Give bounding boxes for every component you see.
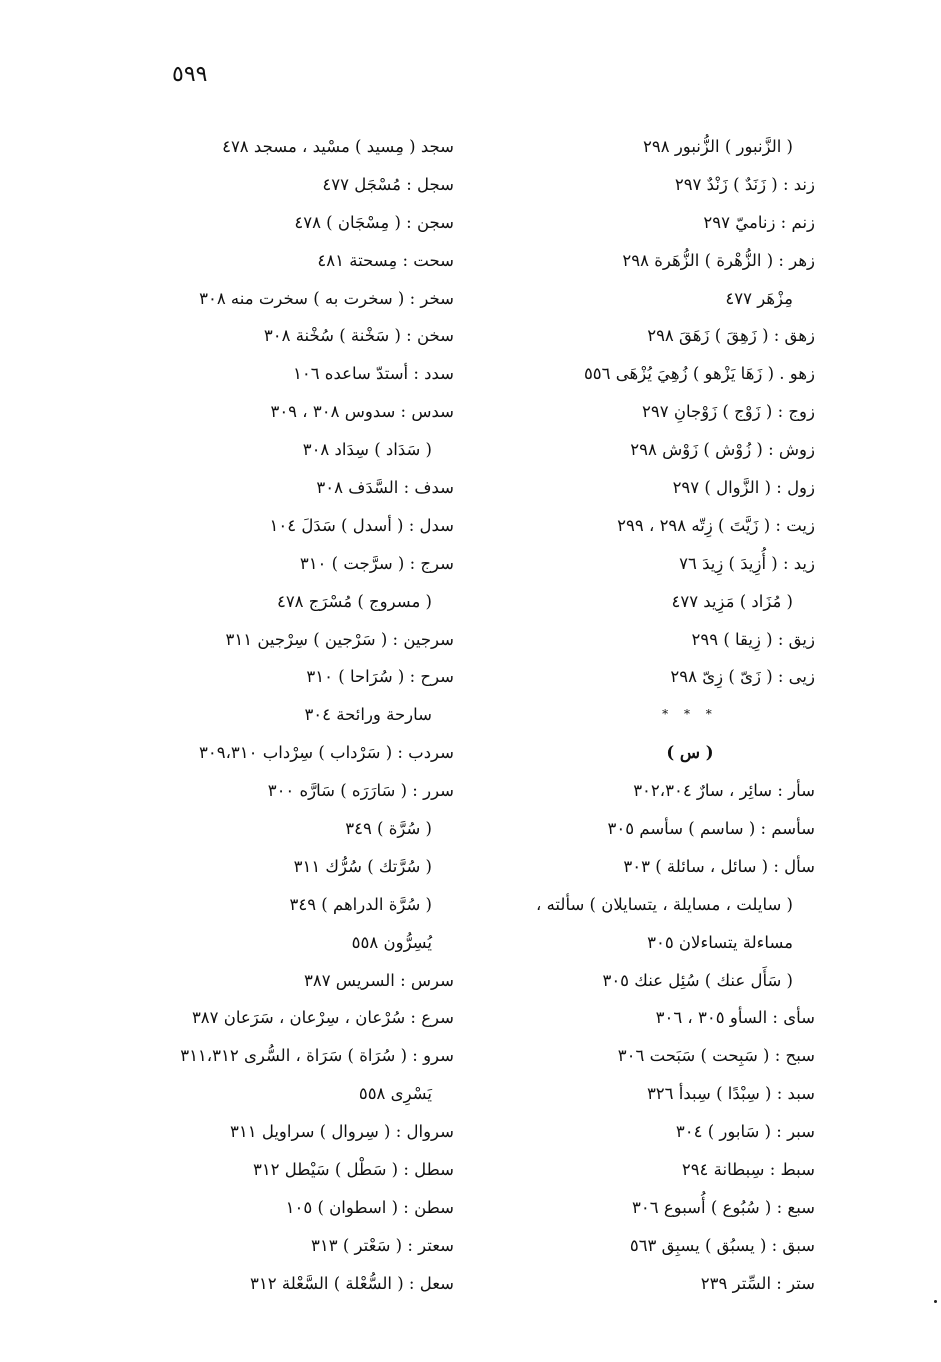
section-heading: ( س ) (666, 743, 714, 763)
index-entry: سأسم : ( ساسم ) سأسم ٣٠٥ (607, 819, 815, 839)
index-entry: سدس : سدوس ٣٠٨ ، ٣٠٩ (270, 402, 454, 422)
index-entry: سجن : ( مِسْجَان ) ٤٧٨ (294, 212, 454, 232)
index-entry: سرس : السريس ٣٨٧ (303, 970, 454, 990)
index-entry: سخر : ( سخرت به ) سخرت منه ٣٠٨ (199, 288, 454, 308)
index-entry: ( سُرَّتك ) سُرُّك ٣١١ (293, 856, 432, 876)
index-entry: سبح : ( سَبِحت ) سَبَحت ٣٠٦ (617, 1046, 815, 1066)
index-entry: زنم : زناميّ ٢٩٧ (703, 212, 815, 232)
index-entry: ( سايلت ، مسايلة ، يتسايلان ) سألته ، (536, 894, 793, 914)
index-entry: سجد ( مِسيد ) مسْيد ، مسجد ٤٧٨ (222, 137, 454, 156)
index-entry: سرح : ( سُرَاحا ) ٣١٠ (306, 667, 454, 687)
index-entry: زهق : ( زَهِقَ ) زَهَقَ ٢٩٨ (647, 326, 815, 346)
index-entry: سحت : مِسحتة ٤٨١ (317, 250, 454, 270)
index-entry: سرع : سُرْعان ، سِرْعان ، سَرَعان ٣٨٧ (191, 1008, 454, 1028)
index-column-left (64, 128, 454, 1303)
index-entry: زوش : ( زُوْش ) زَوْش ٢٩٨ (630, 440, 815, 460)
index-entry: سرو : ( سُرَاة ) سَرَاة ، السُّرى ٣١١،٣١٢ (180, 1046, 454, 1066)
index-entry: سطن : ( اسطوان ) ١٠٥ (285, 1197, 454, 1217)
index-entry: ( مُزَاد ) مَزِيد ٤٧٧ (671, 591, 793, 611)
index-entry: زند : ( زَنَدٌ ) زَنْدٌ ٢٩٧ (674, 174, 815, 194)
index-entry: سدد : أستدّ ساعده ١٠٦ (292, 364, 454, 384)
index-entry: سطل : ( سَطْل ) سَيْطل ٣١٢ (252, 1160, 454, 1180)
index-entry: سارحة ورائحة ٣٠٤ (304, 705, 432, 725)
index-entry: سبط : سِبطانة ٢٩٤ (681, 1160, 815, 1180)
index-entry: ( سُرَّة الدراهم ) ٣٤٩ (289, 894, 432, 914)
index-entry: ( مسروج ) مُسْرَج ٤٧٨ (276, 591, 432, 611)
index-entry: سبق : ( يسبُق ) يسبِق ٥٦٣ (629, 1235, 815, 1255)
index-entry: سعل : ( السُّعْلة ) السَّعْلة ٣١٢ (250, 1273, 454, 1293)
index-entry: سأل : ( سائل ، سائلة ) ٣٠٣ (623, 856, 815, 876)
index-entry: زول : ( الزَّوال ) ٢٩٧ (672, 478, 815, 498)
index-entry: زيى : ( زَىّ ) زِىّ ٢٩٨ (670, 667, 815, 687)
index-entry: سروال : ( سِروال ) سراويل ٣١١ (229, 1122, 454, 1142)
index-entry: سبع : ( سُبُوع ) أُسبوع ٣٠٦ (631, 1197, 815, 1217)
index-entry: زيد : ( أُزِيدَ ) زِيدَ ٧٦ (679, 553, 815, 573)
index-entry: زهو . ( زَهَا يَزْهو ) زُهِيَ يُزْهَى ٥٥٦ (583, 364, 815, 384)
index-entry: ستر : السِّتر ٢٣٩ (700, 1273, 815, 1293)
index-entry: سرر : ( سَارَرَه ) سَارَّه ٣٠٠ (267, 781, 454, 801)
index-entry: مساءلة يتساءلان ٣٠٥ (647, 932, 793, 952)
index-entry: سرجين : ( سَرْجين ) سِرْجين ٣١١ (225, 629, 454, 649)
index-entry: سجل : مُسْجَل ٤٧٧ (322, 174, 454, 194)
index-entry: زيق : ( زِيقا ) ٢٩٩ (691, 629, 815, 649)
page-number: ٥٩٩ (172, 62, 208, 87)
index-entry: ( سَأَل عنك ) سُئِل عنك ٣٠٥ (602, 970, 793, 990)
section-separator: * * * (662, 707, 718, 722)
index-entry: زيت : ( زَيَّتَ ) زِتّه ٢٩٨ ، ٢٩٩ (617, 515, 815, 535)
index-entry: ( سُرَّة ) ٣٤٩ (345, 819, 432, 839)
margin-dot (934, 1300, 937, 1303)
index-entry: سعتر : ( سَعْتر ) ٣١٣ (311, 1235, 454, 1255)
index-entry: سأى : السأو ٣٠٥ ، ٣٠٦ (655, 1008, 815, 1028)
index-entry: سدل : ( أسدل ) سَدَلَ ١٠٤ (269, 515, 454, 535)
index-entry: ( سَدَاد ) سِدَاد ٣٠٨ (302, 440, 432, 460)
index-entry: زهر : ( الزُّهْرة ) الزُّهَرة ٢٩٨ (622, 250, 815, 270)
index-entry: يَسْرِى ٥٥٨ (358, 1084, 432, 1104)
index-column-right (425, 128, 815, 1303)
index-entry: سردب : ( سَرْداب ) سِرْداب ٣٠٩،٣١٠ (198, 743, 454, 763)
index-entry: زوج : ( زَوْج ) زَوْجانِ ٢٩٧ (642, 402, 815, 422)
index-entry: سدف : السَّدَف ٣٠٨ (316, 478, 454, 498)
index-entry: سأر : سائِر ، سارٌ ٣٠٢،٣٠٤ (633, 781, 815, 801)
index-entry: سبد : ( سِبْدًا ) سِبدأ ٣٢٦ (646, 1084, 815, 1104)
index-entry: سخن : ( سَخْنة ) سُخْنة ٣٠٨ (263, 326, 454, 346)
index-entry: ( الزَّنبور ) الزُّنبور ٢٩٨ (642, 137, 793, 156)
index-entry: مِزْهَر ٤٧٧ (725, 288, 793, 308)
index-entry: سرج : ( سرَّجت ) ٣١٠ (299, 553, 454, 573)
index-entry: يُسِرُّون ٥٥٨ (351, 932, 432, 952)
index-entry: سبر : ( سَابور ) ٣٠٤ (675, 1122, 815, 1142)
